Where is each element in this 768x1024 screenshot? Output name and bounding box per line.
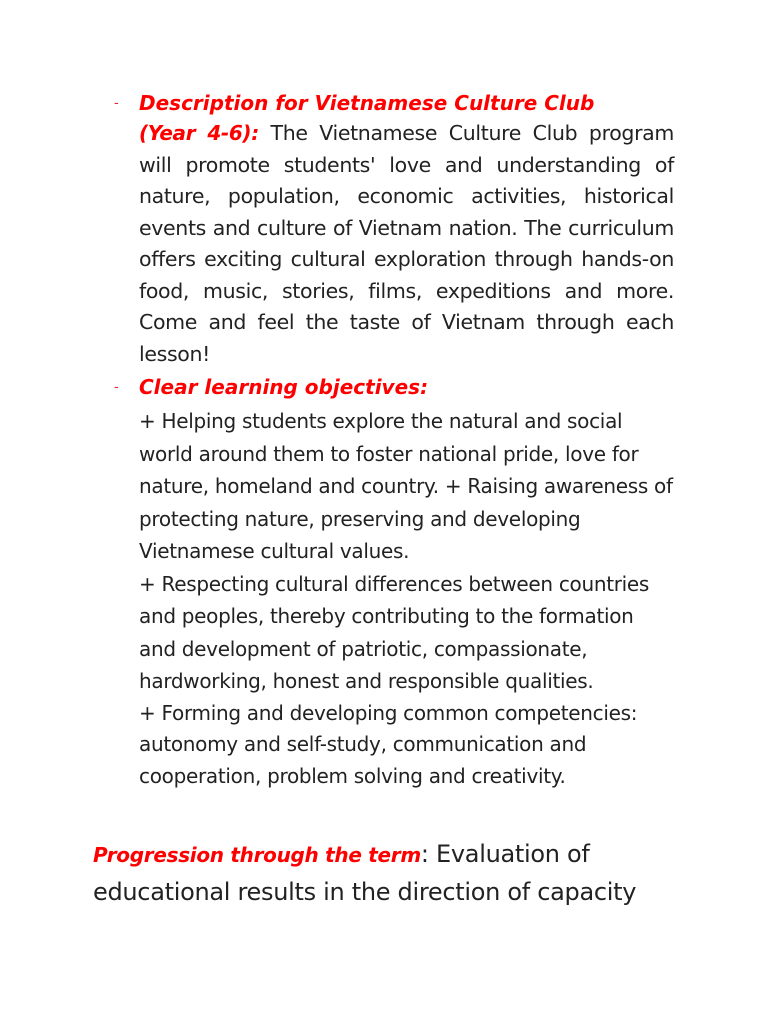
objective-item: + Respecting cultural differences between countries and peoples, thereby contributing to the formation and development of patriotic, compassionate, hardworking, honest and responsible qualities. xyxy=(139,571,650,693)
progression-paragraph xyxy=(93,836,693,911)
description-paragraph xyxy=(139,118,674,370)
description-body: The Vietnamese Culture Club program will promote students' love and understanding of nature, population, economic activities, historical events and culture of Vietnam nation. The curriculum offers exciting cultural exploration through hands-on food, music, stories, films, expeditions and more. Come and feel the taste of Vietnam through each lesson! xyxy=(139,121,674,366)
objectives-heading: Clear learning objectives: xyxy=(139,375,429,399)
progression-text: : Evaluation of educational results in the direction of capacity xyxy=(93,840,637,906)
description-heading: Description for Vietnamese Culture Club xyxy=(139,91,595,115)
objectives-list xyxy=(139,405,674,792)
bullet-dash: - xyxy=(114,96,119,111)
description-block xyxy=(139,88,674,370)
objectives-block xyxy=(139,372,674,792)
objective-item: + Forming and developing common competencies: autonomy and self-study, communication and cooperation, problem solving and creativity. xyxy=(139,700,638,788)
progression-heading: Progression through the term xyxy=(93,843,421,867)
bullet-dash: - xyxy=(114,380,119,395)
objective-item: + Helping students explore the natural and social world around them to foster national pride, love for nature, homeland and country. + Raising awareness of protecting nature, preserving and developing Vietnamese cultural values. xyxy=(139,409,673,563)
year-range-label: (Year 4-6): xyxy=(139,121,259,145)
